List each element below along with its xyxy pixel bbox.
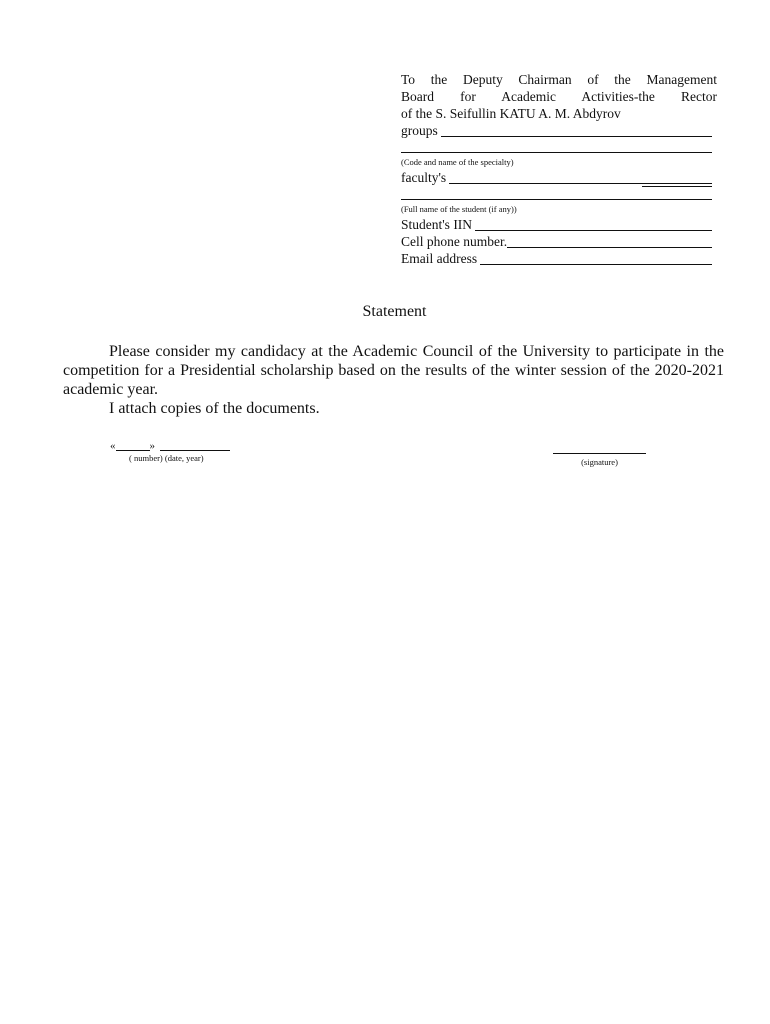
date-hint: ( number) (date, year) [129, 453, 204, 463]
phone-label: Cell phone number. [401, 234, 508, 249]
student-name-extra-line [642, 186, 712, 187]
date-block [110, 440, 230, 464]
groups-blank[interactable] [441, 123, 712, 137]
address-line-2: Board for Academic Activities-the Rector [401, 89, 717, 104]
email-label: Email address [401, 251, 478, 266]
request-paragraph: Please consider my candidacy at the Academic Council of the University to participate in the competition for a Presidential scholarship based on the results of the winter session of the 2020-2021 academic year. [63, 343, 724, 398]
email-field [401, 250, 712, 267]
groups-field [401, 122, 712, 139]
date-year-blank[interactable] [160, 440, 230, 451]
groups-label: groups [401, 123, 438, 138]
phone-blank[interactable] [507, 234, 712, 248]
specialty-blank[interactable] [401, 139, 712, 153]
email-blank[interactable] [480, 251, 712, 265]
student-name-hint: (Full name of the student (if any)) [401, 204, 517, 214]
faculty-field [401, 169, 712, 186]
faculty-blank[interactable] [449, 170, 712, 184]
day-number-blank[interactable] [116, 440, 150, 451]
open-quote: « [110, 440, 116, 452]
address-line-3: of the S. Seifullin KATU A. M. Abdyrov [401, 106, 621, 121]
phone-field [401, 233, 712, 250]
signature-hint: (signature) [581, 457, 618, 467]
recipient-header [401, 71, 717, 267]
iin-blank[interactable] [475, 217, 712, 231]
iin-field [401, 216, 712, 233]
specialty-hint: (Code and name of the specialty) [401, 157, 514, 167]
signature-blank[interactable] [553, 441, 646, 454]
statement-body [63, 342, 724, 418]
signature-block [553, 441, 646, 468]
date-fields [110, 440, 230, 453]
address-line-1: To the Deputy Chairman of the Management [401, 72, 717, 87]
student-name-blank[interactable] [401, 186, 712, 200]
attachment-paragraph: I attach copies of the documents. [109, 400, 320, 417]
iin-label: Student's IIN [401, 217, 473, 232]
faculty-label: faculty's [401, 170, 447, 185]
document-title: Statement [362, 303, 427, 320]
close-quote: » [149, 440, 155, 452]
